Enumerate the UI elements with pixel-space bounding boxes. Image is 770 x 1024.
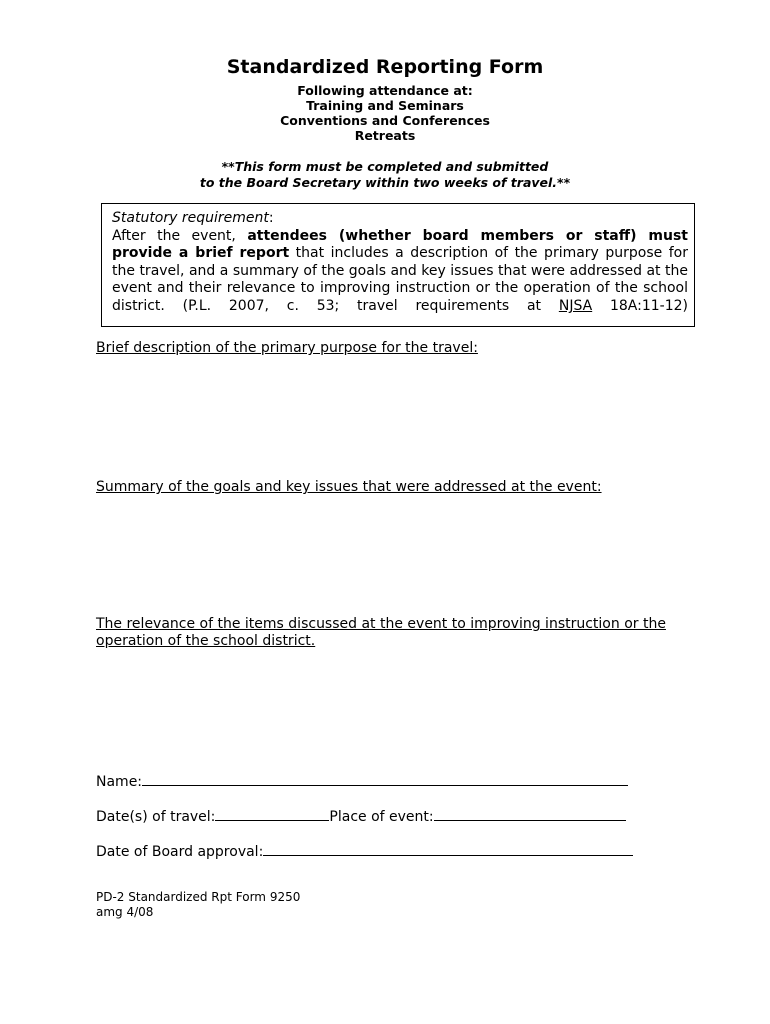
statutory-emphasis: attendees (whether board members or staff) must provide a brief report: [112, 227, 688, 262]
form-revision: amg 4/08: [96, 905, 154, 919]
statutory-label: Statutory requirement: [112, 210, 269, 226]
purpose-section-heading: Brief description of the primary purpose for the travel:: [96, 340, 478, 356]
subtitle-line: Following attendance at:: [297, 83, 473, 98]
subtitle-line: Retreats: [354, 128, 416, 143]
travel-dates-field: [96, 806, 626, 825]
subtitle-line: Conventions and Conferences: [280, 113, 490, 128]
relevance-section-heading-line1: The relevance of the items discussed at the event to improving instruction or the: [96, 616, 666, 632]
statutory-requirement-box: [101, 203, 695, 327]
board-approval-input-line[interactable]: [263, 841, 633, 856]
summary-section-heading: Summary of the goals and key issues that were addressed at the event:: [96, 479, 602, 495]
place-label: Place of event:: [329, 809, 434, 825]
travel-dates-input-line[interactable]: [215, 806, 329, 821]
travel-dates-label: Date(s) of travel:: [96, 809, 216, 825]
board-approval-label: Date of Board approval:: [96, 844, 264, 860]
board-approval-field: [96, 841, 633, 860]
name-input-line[interactable]: [142, 771, 628, 786]
subtitle-line: Training and Seminars: [306, 98, 464, 113]
form-id: PD-2 Standardized Rpt Form 9250: [96, 890, 301, 904]
statutory-heading: Statutory requirement:: [112, 210, 274, 226]
name-label: Name:: [96, 774, 143, 790]
statutory-body: After the event, attendees (whether board members or staff) must provide a brief report that includes a description of the primary purpose for the travel, and a summary of the goals and key issues that were addressed at the event and their relevance to improving instruction or the operation of the school district. (P.L. 2007, c. 53; travel requirements at NJSA 18A:11-12): [112, 227, 688, 314]
form-title: Standardized Reporting Form: [226, 56, 544, 78]
deadline-notice-line: **This form must be completed and submitted: [221, 159, 549, 174]
njsa-link: NJSA: [558, 297, 593, 314]
relevance-section-heading-line2: operation of the school district.: [96, 633, 316, 649]
deadline-notice-line: to the Board Secretary within two weeks of travel.**: [199, 175, 571, 190]
place-input-line[interactable]: [434, 806, 626, 821]
name-field: [96, 771, 628, 790]
